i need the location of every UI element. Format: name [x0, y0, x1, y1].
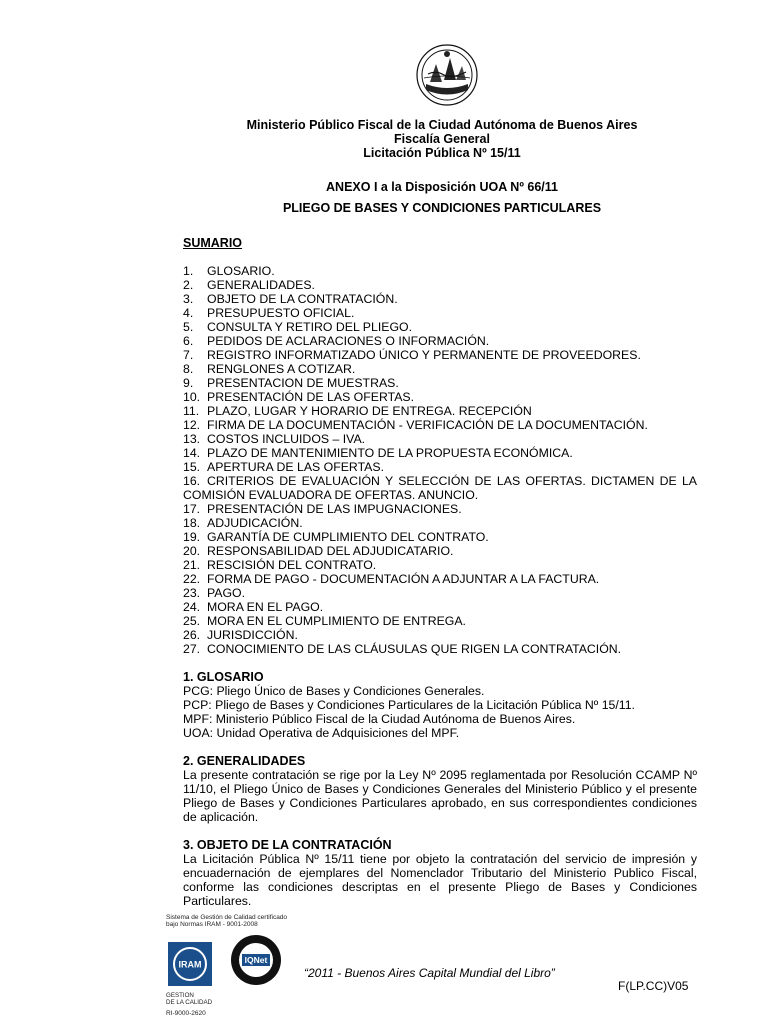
sumario-item-text: RENGLONES A COTIZAR. — [207, 362, 356, 376]
sumario-item-number: 27. — [183, 642, 201, 656]
sumario-item-number: 3. — [183, 292, 194, 306]
sumario-item-number: 14. — [183, 446, 201, 460]
sumario-item — [183, 376, 697, 390]
document-header — [0, 118, 770, 160]
sumario-item — [183, 306, 697, 320]
sumario-item — [183, 600, 697, 614]
glosario-line: PCP: Pliego de Bases y Condiciones Particulares de la Licitación Pública Nº 15/11. — [183, 698, 635, 712]
sumario-item-number: 10. — [183, 390, 201, 404]
section-paragraph: La presente contratación se rige por la Ley Nº 2095 reglamentada por Resolución CCAMP Nº 11/10, el Pliego Único de Bases y Condiciones Generales del Ministerio Público y el presente Pliego de Bases y Condiciones Particulares aprobado, en sus correspondientes condiciones de aplicación. — [183, 768, 697, 824]
glosario-line: UOA: Unidad Operativa de Adquisiciones del MPF. — [183, 726, 460, 740]
section-paragraph: La Licitación Pública Nº 15/11 tiene por objeto la contratación del servicio de impresión y encuadernación de ejemplares del Nomenclador Tributario del Ministerio Publico Fiscal, conforme las condiciones descriptas en el presente Pliego de Bases y Condiciones Particulares. — [183, 852, 697, 908]
glosario-line: MPF: Ministerio Público Fiscal de la Ciudad Autónoma de Buenos Aires. — [183, 712, 576, 726]
sumario-item-number: 5. — [183, 320, 194, 334]
pliego-title: PLIEGO DE BASES Y CONDICIONES PARTICULARES — [282, 201, 602, 215]
quality-certification — [166, 914, 306, 1020]
sumario-item — [183, 614, 697, 628]
sumario-item-text: FIRMA DE LA DOCUMENTACIÓN - VERIFICACIÓN DE LA DOCUMENTACIÓN. — [207, 418, 648, 432]
sumario-item — [183, 502, 697, 516]
sumario-item-number: 13. — [183, 432, 201, 446]
footer-motto: “2011 - Buenos Aires Capital Mundial del Libro” — [304, 966, 555, 980]
section-title: 3. OBJETO DE LA CONTRATACIÓN — [183, 838, 392, 852]
sumario-item-text: PRESUPUESTO OFICIAL. — [207, 306, 355, 320]
sumario-item-number: 19. — [183, 530, 201, 544]
sumario-item-number: 15. — [183, 460, 201, 474]
sumario-item-number: 26. — [183, 628, 201, 642]
annex-title: ANEXO I a la Disposición UOA Nº 66/11 — [326, 180, 558, 194]
gestion-caption — [166, 992, 212, 1006]
cert-caption — [166, 914, 287, 928]
sumario-item — [183, 460, 697, 474]
sumario-item — [183, 404, 697, 418]
sumario-item-number: 9. — [183, 376, 194, 390]
sumario-item — [183, 586, 697, 600]
sumario-item — [183, 418, 697, 432]
sumario-item-text: CRITERIOS DE EVALUACIÓN Y SELECCIÓN DE LAS OFERTAS. DICTAMEN DE LA COMISIÓN EVALUADORA DE OFERTAS. ANUNCIO. — [183, 474, 697, 502]
sumario-item-text: PRESENTACIÓN DE LAS OFERTAS. — [207, 390, 415, 404]
sumario-item-text: PRESENTACIÓN DE LAS IMPUGNACIONES. — [207, 502, 462, 516]
sumario-item-text: MORA EN EL CUMPLIMIENTO DE ENTREGA. — [207, 614, 466, 628]
sumario-item-number: 23. — [183, 586, 201, 600]
iram-label: IRAM — [178, 959, 202, 970]
sumario-item — [183, 362, 697, 376]
sumario-item — [183, 446, 697, 460]
ri-code: RI-9000-2620 — [166, 1010, 206, 1017]
sumario-item — [183, 320, 697, 334]
sumario-item-text: PAGO. — [207, 586, 246, 600]
header-institution: Ministerio Público Fiscal de la Ciudad Autónoma de Buenos Aires — [246, 118, 638, 132]
sumario-item-text: OBJETO DE LA CONTRATACIÓN. — [207, 292, 398, 306]
sumario-item-number: 4. — [183, 306, 194, 320]
sumario-list — [183, 264, 697, 656]
document-body — [183, 236, 697, 908]
sumario-item-text: PLAZO, LUGAR Y HORARIO DE ENTREGA. RECEPCIÓN — [207, 404, 532, 418]
sumario-item — [183, 292, 697, 306]
form-code: F(LP.CC)V05 — [618, 979, 689, 993]
sumario-item-text: CONOCIMIENTO DE LAS CLÁUSULAS QUE RIGEN LA CONTRATACIÓN. — [207, 642, 622, 656]
sumario-item-number: 12. — [183, 418, 201, 432]
cert-line: bajo Normas IRAM - 9001-2008 — [166, 921, 258, 928]
sumario-item-text: ADJUDICACIÓN. — [207, 516, 303, 530]
sumario-item-text: PRESENTACION DE MUESTRAS. — [207, 376, 399, 390]
sumario-item-number: 22. — [183, 572, 201, 586]
gestion-line: DE LA CALIDAD — [166, 999, 213, 1006]
gestion-line: GESTION — [166, 992, 194, 999]
sumario-item-number: 8. — [183, 362, 194, 376]
sumario-item — [183, 432, 697, 446]
sumario-item-text: GARANTÍA DE CUMPLIMIENTO DEL CONTRATO. — [207, 530, 489, 544]
cert-line: Sistema de Gestión de Calidad certificado — [166, 914, 288, 921]
glosario-line: PCG: Pliego Único de Bases y Condiciones Generales. — [183, 684, 485, 698]
header-office: Fiscalía General — [394, 132, 490, 146]
section-glosario — [183, 670, 697, 740]
sumario-item — [183, 390, 697, 404]
section-title: 1. GLOSARIO — [183, 670, 264, 684]
iram-certification-logo-icon — [168, 942, 212, 986]
sumario-item — [183, 530, 697, 544]
sumario-item — [183, 572, 697, 586]
sumario-item-text: JURISDICCIÓN. — [207, 628, 298, 642]
sumario-item — [183, 264, 697, 278]
sumario-item-number: 2. — [183, 278, 194, 292]
sumario-item-number: 18. — [183, 516, 201, 530]
sumario-item — [183, 558, 697, 572]
sumario-item-text: RESPONSABILIDAD DEL ADJUDICATARIO. — [207, 544, 454, 558]
section-generalidades — [183, 754, 697, 824]
sumario-item-number: 20. — [183, 544, 201, 558]
sumario-item — [183, 334, 697, 348]
sumario-item-text: CONSULTA Y RETIRO DEL PLIEGO. — [207, 320, 413, 334]
sumario-item — [183, 544, 697, 558]
iqnet-certification-logo-icon — [230, 934, 282, 986]
section-objeto — [183, 838, 697, 908]
sumario-item-text: FORMA DE PAGO - DOCUMENTACIÓN A ADJUNTAR A LA FACTURA. — [207, 572, 600, 586]
coat-of-arms-seal-icon — [416, 44, 478, 106]
section-title: 2. GENERALIDADES — [183, 754, 306, 768]
iqnet-label: IQNet — [244, 955, 268, 965]
sumario-item-number: 21. — [183, 558, 201, 572]
sumario-item-number: 25. — [183, 614, 201, 628]
sumario-item-text: MORA EN EL PAGO. — [207, 600, 324, 614]
sumario-item-text: RESCISIÓN DEL CONTRATO. — [207, 558, 377, 572]
sumario-item-text: GLOSARIO. — [207, 264, 275, 278]
sumario-item-number: 1. — [183, 264, 194, 278]
sumario-item — [183, 642, 697, 656]
sumario-item-number: 17. — [183, 502, 201, 516]
sumario-item-number: 24. — [183, 600, 201, 614]
sumario-item-text: APERTURA DE LAS OFERTAS. — [207, 460, 384, 474]
header-tender: Licitación Pública Nº 15/11 — [363, 146, 521, 160]
sumario-item-number: 11. — [183, 404, 200, 418]
sumario-item-number: 6. — [183, 334, 194, 348]
sumario-item-text: COSTOS INCLUIDOS – IVA. — [207, 432, 366, 446]
sumario-item-text: PEDIDOS DE ACLARACIONES O INFORMACIÓN. — [207, 334, 490, 348]
sumario-item-text: REGISTRO INFORMATIZADO ÚNICO Y PERMANENTE DE PROVEEDORES. — [207, 348, 641, 362]
sumario-item-number: 16. — [183, 474, 201, 488]
sumario-item-number: 7. — [183, 348, 194, 362]
sumario-item — [183, 474, 697, 502]
sumario-item — [183, 516, 697, 530]
sumario-item — [183, 348, 697, 362]
sumario-title: SUMARIO — [183, 236, 243, 250]
sumario-item — [183, 278, 697, 292]
sumario-item — [183, 628, 697, 642]
sumario-item-text: PLAZO DE MANTENIMIENTO DE LA PROPUESTA ECONÓMICA. — [207, 446, 573, 460]
sumario-item-text: GENERALIDADES. — [207, 278, 315, 292]
